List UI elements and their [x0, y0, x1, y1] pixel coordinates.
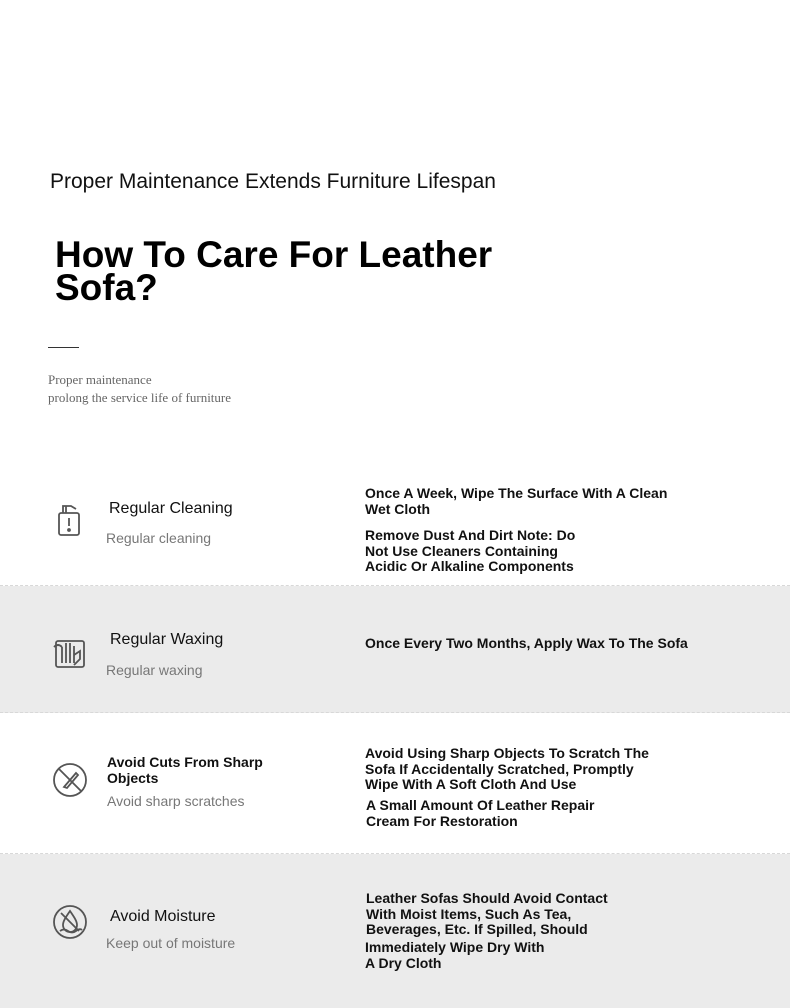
- item-description: Once A Week, Wipe The Surface With A Clean Wet Cloth: [365, 485, 668, 517]
- no-knife-icon: [52, 762, 88, 798]
- item-subtitle: Keep out of moisture: [106, 935, 236, 951]
- item-subtitle: Regular cleaning: [106, 530, 212, 546]
- item-title: Avoid Moisture: [110, 908, 216, 925]
- item-description: Avoid Using Sharp Objects To Scratch The Sofa If Accidentally Scratched, Promptly Wipe With A Soft Cloth And Use: [365, 745, 649, 792]
- section-subtitle: Proper Maintenance Extends Furniture Lifespan: [50, 170, 496, 193]
- item-subtitle: Regular waxing: [106, 662, 203, 678]
- page-title: How To Care For Leather Sofa?: [55, 234, 493, 308]
- caption-line-2: prolong the service life of furniture: [48, 390, 232, 405]
- item-description-extra: Immediately Wipe Dry With A Dry Cloth: [365, 939, 545, 971]
- caption: [48, 371, 348, 407]
- caption-line-1: Proper maintenance: [48, 372, 152, 387]
- care-item-waxing: [0, 586, 790, 713]
- item-title: Regular Cleaning: [109, 500, 233, 517]
- item-description: Once Every Two Months, Apply Wax To The Sofa: [365, 635, 688, 651]
- item-description-note: Remove Dust And Dirt Note: Do Not Use Cleaners Containing Acidic Or Alkaline Components: [365, 527, 576, 574]
- item-description-extra: A Small Amount Of Leather Repair Cream For Restoration: [366, 797, 595, 829]
- care-item-cleaning: [0, 470, 790, 586]
- care-item-moisture: [0, 854, 790, 1008]
- item-description: Leather Sofas Should Avoid Contact With Moist Items, Such As Tea, Beverages, Etc. If Spilled, Should: [366, 890, 608, 937]
- item-title: Regular Waxing: [110, 631, 224, 648]
- spray-bottle-icon: [52, 501, 88, 537]
- water-drop-icon: [52, 904, 88, 940]
- care-item-sharp: [0, 713, 790, 854]
- item-title: Avoid Cuts From Sharp Objects: [107, 754, 263, 786]
- divider: [48, 347, 79, 348]
- hand-wiping-icon: [52, 635, 88, 671]
- item-subtitle: Avoid sharp scratches: [107, 793, 245, 809]
